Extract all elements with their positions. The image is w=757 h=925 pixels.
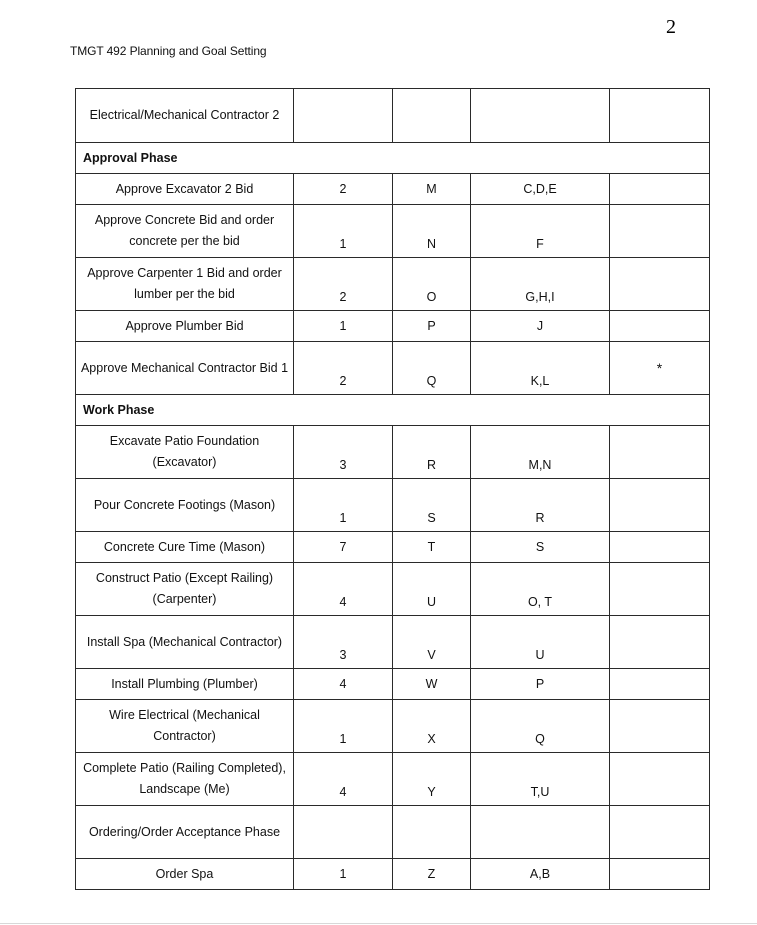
duration-cell: 2 — [294, 342, 393, 395]
letter-cell: N — [393, 205, 471, 258]
planning-table-body — [76, 89, 710, 890]
table-row — [76, 616, 710, 669]
task-cell: Concrete Cure Time (Mason) — [76, 532, 294, 563]
table-row — [76, 806, 710, 859]
page-divider — [0, 923, 757, 924]
duration-cell: 3 — [294, 426, 393, 479]
table-row — [76, 700, 710, 753]
task-cell: Excavate Patio Foundation (Excavator) — [76, 426, 294, 479]
task-cell: Approve Carpenter 1 Bid and order lumber per the bid — [76, 258, 294, 311]
task-cell: Install Spa (Mechanical Contractor) — [76, 616, 294, 669]
predecessors-cell: R — [471, 479, 610, 532]
page-number: 2 — [666, 16, 676, 38]
duration-cell: 1 — [294, 700, 393, 753]
duration-cell: 7 — [294, 532, 393, 563]
note-cell — [610, 616, 710, 669]
table-row — [76, 311, 710, 342]
note-cell — [610, 89, 710, 143]
table-row — [76, 669, 710, 700]
task-cell: Approve Mechanical Contractor Bid 1 — [76, 342, 294, 395]
predecessors-cell — [471, 89, 610, 143]
duration-cell: 2 — [294, 174, 393, 205]
letter-cell: Q — [393, 342, 471, 395]
table-row — [76, 89, 710, 143]
task-cell: Approve Excavator 2 Bid — [76, 174, 294, 205]
letter-cell: V — [393, 616, 471, 669]
note-cell — [610, 806, 710, 859]
duration-cell: 4 — [294, 669, 393, 700]
duration-cell: 1 — [294, 479, 393, 532]
letter-cell: Z — [393, 859, 471, 890]
table-row — [76, 258, 710, 311]
predecessors-cell: M,N — [471, 426, 610, 479]
table-row — [76, 532, 710, 563]
task-cell: Pour Concrete Footings (Mason) — [76, 479, 294, 532]
letter-cell: P — [393, 311, 471, 342]
note-cell — [610, 174, 710, 205]
note-cell — [610, 258, 710, 311]
letter-cell: O — [393, 258, 471, 311]
note-cell — [610, 426, 710, 479]
predecessors-cell: S — [471, 532, 610, 563]
table-row — [76, 563, 710, 616]
planning-table — [75, 88, 710, 890]
letter-cell: T — [393, 532, 471, 563]
note-cell — [610, 753, 710, 806]
letter-cell: U — [393, 563, 471, 616]
task-cell: Wire Electrical (Mechanical Contractor) — [76, 700, 294, 753]
phase-row — [76, 143, 710, 174]
task-cell: Order Spa — [76, 859, 294, 890]
duration-cell — [294, 806, 393, 859]
duration-cell: 2 — [294, 258, 393, 311]
predecessors-cell: T,U — [471, 753, 610, 806]
duration-cell: 3 — [294, 616, 393, 669]
table-row — [76, 426, 710, 479]
task-cell: Complete Patio (Railing Completed), Landscape (Me) — [76, 753, 294, 806]
task-cell: Approve Plumber Bid — [76, 311, 294, 342]
note-cell: * — [610, 342, 710, 395]
table-row — [76, 174, 710, 205]
letter-cell: S — [393, 479, 471, 532]
task-cell: Electrical/Mechanical Contractor 2 — [76, 89, 294, 143]
note-cell — [610, 479, 710, 532]
duration-cell: 1 — [294, 859, 393, 890]
duration-cell — [294, 89, 393, 143]
duration-cell: 1 — [294, 311, 393, 342]
predecessors-cell — [471, 806, 610, 859]
table-row — [76, 205, 710, 258]
letter-cell: R — [393, 426, 471, 479]
note-cell — [610, 669, 710, 700]
task-cell: Install Plumbing (Plumber) — [76, 669, 294, 700]
note-cell — [610, 311, 710, 342]
letter-cell: X — [393, 700, 471, 753]
duration-cell: 4 — [294, 563, 393, 616]
task-cell: Approve Concrete Bid and order concrete per the bid — [76, 205, 294, 258]
letter-cell: W — [393, 669, 471, 700]
letter-cell — [393, 806, 471, 859]
predecessors-cell: O, T — [471, 563, 610, 616]
task-cell: Construct Patio (Except Railing) (Carpenter) — [76, 563, 294, 616]
predecessors-cell: G,H,I — [471, 258, 610, 311]
letter-cell — [393, 89, 471, 143]
phase-label: Work Phase — [76, 395, 710, 426]
predecessors-cell: F — [471, 205, 610, 258]
task-cell: Ordering/Order Acceptance Phase — [76, 806, 294, 859]
document-header: TMGT 492 Planning and Goal Setting — [70, 44, 267, 58]
note-cell — [610, 563, 710, 616]
duration-cell: 4 — [294, 753, 393, 806]
phase-row — [76, 395, 710, 426]
table-row — [76, 753, 710, 806]
note-cell — [610, 532, 710, 563]
predecessors-cell: A,B — [471, 859, 610, 890]
predecessors-cell: P — [471, 669, 610, 700]
table-row — [76, 342, 710, 395]
predecessors-cell: K,L — [471, 342, 610, 395]
letter-cell: Y — [393, 753, 471, 806]
note-cell — [610, 859, 710, 890]
predecessors-cell: U — [471, 616, 610, 669]
predecessors-cell: Q — [471, 700, 610, 753]
table-row — [76, 479, 710, 532]
predecessors-cell: C,D,E — [471, 174, 610, 205]
table-row — [76, 859, 710, 890]
predecessors-cell: J — [471, 311, 610, 342]
note-cell — [610, 700, 710, 753]
letter-cell: M — [393, 174, 471, 205]
duration-cell: 1 — [294, 205, 393, 258]
note-cell — [610, 205, 710, 258]
phase-label: Approval Phase — [76, 143, 710, 174]
